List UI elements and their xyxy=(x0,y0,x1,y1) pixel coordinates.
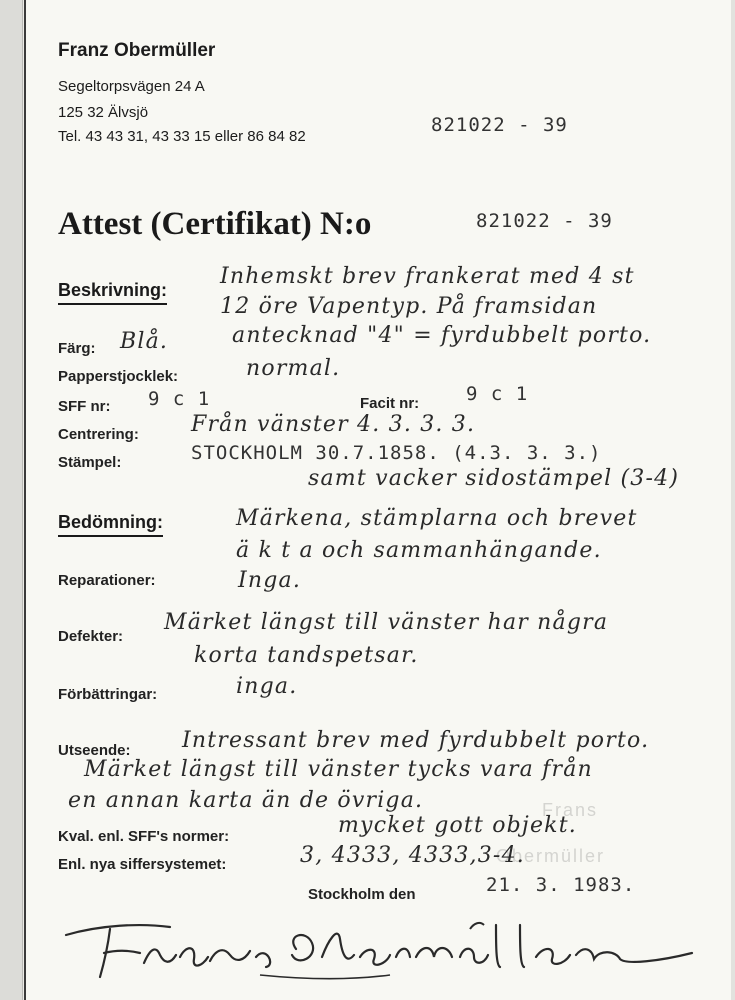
forbattringar-value: inga. xyxy=(236,674,298,699)
defekter-line-2: korta tandspetsar. xyxy=(194,643,419,668)
reparationer-value: Inga. xyxy=(238,568,302,593)
facit-value: 9 c 1 xyxy=(466,383,529,405)
issuer-name: Franz Obermüller xyxy=(58,40,216,61)
stampel-line-1: STOCKHOLM 30.7.1858. (4.3. 3. 3.) xyxy=(191,442,602,464)
place-date-value: 21. 3. 1983. xyxy=(486,874,636,896)
papperstjocklek-label: Papperstjocklek: xyxy=(58,368,179,385)
utseende-label: Utseende: xyxy=(58,742,131,759)
stampel-line-2: samt vacker sidostämpel (3-4) xyxy=(308,466,680,491)
beskrivning-line-3: antecknad "4" = fyrdubbelt porto. xyxy=(232,323,652,348)
centrering-label: Centrering: xyxy=(58,426,139,443)
header-ref-number: 821022 - 39 xyxy=(431,114,568,136)
watermark-line-1: Frans xyxy=(542,800,599,820)
bedomning-line-2: ä k t a och sammanhängande. xyxy=(236,538,602,563)
certificate-number: 821022 - 39 xyxy=(476,210,613,232)
facit-label: Facit nr: xyxy=(360,395,420,412)
issuer-phone: Tel. 43 43 31, 43 33 15 eller 86 84 82 xyxy=(58,128,306,145)
left-page-strip xyxy=(0,0,23,1000)
defekter-line-1: Märket längst till vänster har några xyxy=(164,610,609,635)
siffersystemet-value: 3, 4333, 4333,3-4. xyxy=(300,843,525,868)
certificate-card xyxy=(24,0,731,1000)
farg-label: Färg: xyxy=(58,340,96,357)
defekter-label: Defekter: xyxy=(58,628,124,645)
kval-label: Kval. enl. SFF's normer: xyxy=(58,828,230,845)
reparationer-label: Reparationer: xyxy=(58,572,156,589)
utseende-line-2: Märket längst till vänster tycks vara från xyxy=(84,757,593,782)
place-date-label: Stockholm den xyxy=(308,886,416,903)
beskrivning-line-2: 12 öre Vapentyp. På framsidan xyxy=(220,294,598,319)
farg-value: Blå. xyxy=(120,329,169,354)
certificate-title: Attest (Certifikat) N:o xyxy=(58,206,372,242)
kval-value: mycket gott objekt. xyxy=(338,813,577,838)
sff-label: SFF nr: xyxy=(58,398,111,415)
signature-image xyxy=(60,905,700,985)
forbattringar-label: Förbättringar: xyxy=(58,686,158,703)
issuer-postal: 125 32 Älvsjö xyxy=(58,104,149,121)
issuer-street: Segeltorpsvägen 24 A xyxy=(58,78,205,95)
stampel-label: Stämpel: xyxy=(58,454,122,471)
beskrivning-line-1: Inhemskt brev frankerat med 4 st xyxy=(220,264,635,289)
siffersystemet-label: Enl. nya siffersystemet: xyxy=(58,856,227,873)
centrering-value: Från vänster 4. 3. 3. 3. xyxy=(191,412,476,437)
utseende-line-1: Intressant brev med fyrdubbelt porto. xyxy=(182,728,650,753)
sff-value: 9 c 1 xyxy=(148,388,211,410)
beskrivning-label: Beskrivning: xyxy=(58,280,168,300)
utseende-line-3: en annan karta än de övriga. xyxy=(68,788,424,813)
bedomning-line-1: Märkena, stämplarna och brevet xyxy=(236,506,638,531)
papperstjocklek-value: normal. xyxy=(246,356,341,381)
bedomning-label: Bedömning: xyxy=(58,512,163,532)
watermark-line-2: Obermüller xyxy=(496,846,606,866)
